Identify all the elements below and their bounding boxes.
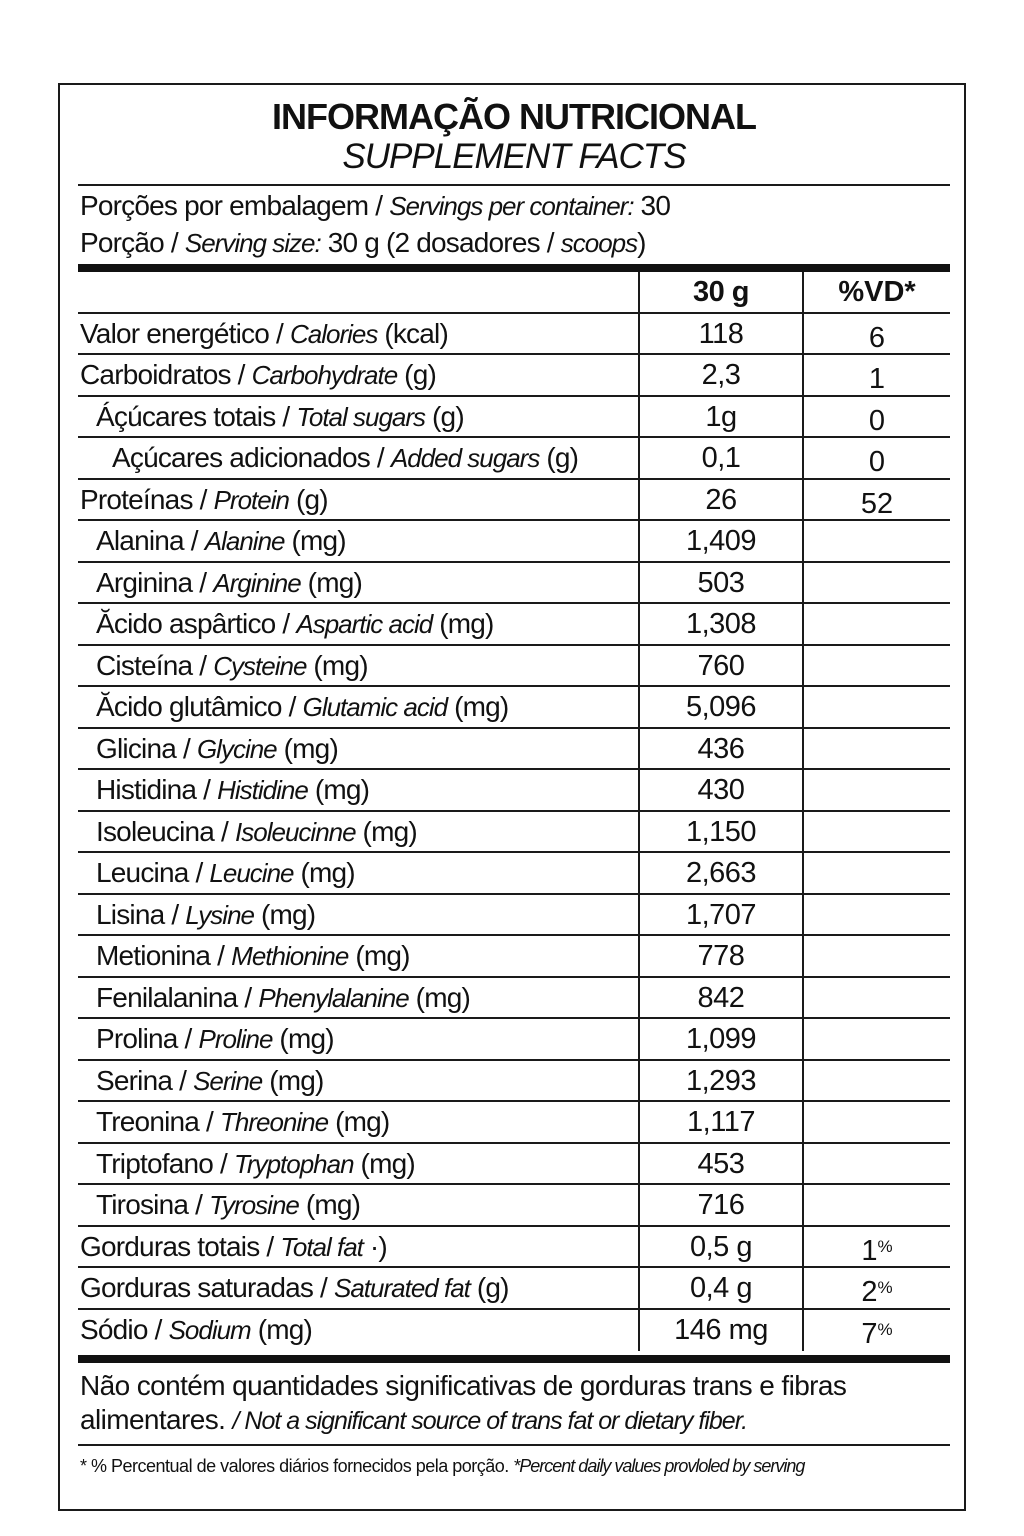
nutrient-name-en: Carbohydrate: [251, 360, 398, 390]
nutrient-label: [112, 438, 668, 478]
nutrient-name-pt: Histidina /: [96, 774, 218, 805]
nutrient-name-pt: Glicina /: [96, 732, 197, 764]
nutrient-name-pt: Gorduras totais /: [80, 1230, 281, 1262]
nutrient-name-en: Phenylalanine: [258, 982, 409, 1013]
nutrient-amount: 503: [638, 563, 802, 603]
nutrient-daily-value: [802, 853, 950, 893]
nutrient-label: [96, 729, 652, 769]
servings-per-container-value: 30: [640, 190, 671, 221]
table-row: [78, 1268, 950, 1310]
nutrient-unit: (mg): [250, 1313, 313, 1345]
nutrient-name-en: Sodium: [168, 1314, 251, 1345]
table-row: [78, 1102, 950, 1144]
nutrient-name-en: Isoleucinne: [235, 816, 356, 847]
nutrient-unit: (mg): [293, 857, 355, 888]
nutrient-unit: (g): [288, 483, 328, 515]
nutrient-daily-value: [802, 646, 950, 686]
daily-value-number: 2: [861, 1276, 878, 1308]
daily-value-number: 1: [861, 1234, 878, 1267]
daily-value-number: 52: [860, 487, 894, 520]
nutrient-daily-value: [802, 355, 950, 395]
table-row: [78, 1144, 950, 1186]
table-row: [78, 895, 950, 937]
table-row: [78, 1061, 950, 1103]
nutrient-daily-value: [802, 895, 950, 935]
nutrient-name-en: Leucine: [209, 858, 294, 888]
nutrient-daily-value: [802, 1102, 950, 1142]
nutrient-name-pt: Fenilalanina /: [96, 981, 259, 1013]
table-header-row: [78, 272, 950, 314]
nutrient-name-pt: Cisteína /: [96, 649, 214, 681]
nutrient-name-pt: Alanina /: [96, 525, 205, 556]
nutrient-name-pt: Ăcido aspârtico /: [96, 608, 297, 639]
table-row: [78, 1227, 950, 1269]
header-daily-value: %VD*: [802, 272, 950, 312]
nutrient-unit: (mg): [284, 525, 346, 556]
nutrient-daily-value: [802, 978, 950, 1018]
nutrient-daily-value: [802, 1310, 950, 1352]
table-row: [78, 729, 950, 771]
nutrient-unit: (g): [397, 359, 437, 390]
nutrient-label: [96, 895, 652, 935]
nutrient-name-en: Histidine: [217, 775, 308, 805]
nutrient-label: [96, 1061, 652, 1101]
header-label-cell: [80, 272, 636, 312]
nutrient-amount: 0,4 g: [638, 1268, 802, 1308]
divider-thick-bottom: [78, 1355, 950, 1363]
nutrient-name-pt: Lisina /: [96, 898, 186, 930]
nutrient-label: [96, 563, 652, 603]
nutrient-label: [80, 314, 636, 354]
nutrient-amount: 1,308: [638, 604, 802, 644]
nutrient-daily-value: [802, 397, 950, 437]
table-row: [78, 563, 950, 605]
nutrient-amount: 760: [638, 646, 802, 686]
nutrient-amount: 146 mg: [638, 1310, 802, 1352]
nutrient-name-en: Threonine: [220, 1107, 329, 1137]
nutrient-table: [78, 272, 950, 1351]
nutrient-daily-value: [802, 1227, 950, 1267]
nutrient-label: [96, 1019, 652, 1059]
servings-per-container-pt: Porções por embalagem /: [80, 190, 390, 221]
nutrient-amount: 118: [638, 314, 802, 354]
nutrient-daily-value: [802, 729, 950, 769]
nutrient-amount: 1,409: [638, 521, 802, 561]
serving-size-en: Serving size:: [184, 228, 321, 258]
nutrient-amount: 1,117: [638, 1102, 802, 1142]
nutrient-amount: 2,663: [638, 853, 802, 893]
nutrient-name-en: Saturated fat: [334, 1273, 470, 1303]
daily-value-footnote: [80, 1454, 950, 1478]
nutrient-daily-value: [802, 314, 950, 354]
daily-value-number: 6: [868, 321, 886, 354]
nutrient-unit: ·): [362, 1230, 387, 1262]
nutrient-name-pt: Proteínas /: [80, 483, 214, 515]
nutrient-daily-value: [802, 1185, 950, 1225]
nutrient-daily-value: [802, 1019, 950, 1059]
nutrient-name-pt: Serina /: [96, 1064, 194, 1096]
nutrient-unit: (g): [539, 442, 579, 473]
nutrient-name-pt: Sódio /: [80, 1313, 169, 1345]
nutrient-label: [96, 936, 652, 976]
nutrient-amount: 1,150: [638, 812, 802, 852]
footnote-pt: * % Percentual de valores diários fornecidos pela porção.: [80, 1456, 514, 1476]
nutrient-name-pt: Isoleucina /: [96, 815, 236, 847]
nutrient-amount: 1,707: [638, 895, 802, 935]
nutrient-unit: (mg): [298, 1189, 361, 1220]
nutrient-amount: 1,099: [638, 1019, 802, 1059]
table-row: [78, 687, 950, 729]
nutrient-amount: 716: [638, 1185, 802, 1225]
nutrient-amount: 842: [638, 978, 802, 1018]
header-amount: 30 g: [638, 272, 802, 312]
nutrient-unit: (mg): [348, 940, 410, 971]
table-row: [78, 521, 950, 563]
nutrient-amount: 5,096: [638, 687, 802, 727]
nutrient-daily-value: [802, 438, 950, 478]
nutrient-unit: (mg): [306, 649, 368, 681]
serving-size-pt: Porção /: [80, 227, 185, 258]
nutrient-name-pt: Gorduras saturadas /: [80, 1272, 334, 1303]
nutrient-name-en: Lysine: [185, 899, 254, 930]
nutrient-label: [96, 646, 652, 686]
serving-size-unit-en: scoops: [560, 228, 638, 258]
nutrient-daily-value: [802, 1144, 950, 1184]
table-row: [78, 1185, 950, 1227]
nutrient-name-en: Protein: [213, 484, 289, 515]
nutrient-label: [96, 687, 652, 727]
table-row: [78, 604, 950, 646]
nutrient-unit: (mg): [447, 691, 509, 722]
nutrient-name-en: Alanine: [204, 526, 285, 556]
daily-value-percent-sign: %: [877, 1236, 893, 1256]
nutrient-label: [96, 521, 652, 561]
nutrient-amount: 778: [638, 936, 802, 976]
note-pt: Não contém quantidades significativas de gorduras trans e fibras alimentares.: [80, 1370, 847, 1435]
servings-per-container: [80, 189, 670, 223]
footnote-en: *Percent daily values provloled by serving: [513, 1456, 805, 1476]
nutrient-label: [96, 1185, 652, 1225]
table-row: [78, 397, 950, 439]
nutrient-name-pt: Ăcido glutâmico /: [96, 691, 303, 722]
nutrient-name-en: Total fat: [280, 1231, 363, 1262]
nutrient-amount: 2,3: [638, 355, 802, 395]
nutrient-unit: (mg): [272, 1023, 334, 1054]
nutrient-label: [80, 1268, 636, 1308]
nutrient-label: [96, 812, 652, 852]
table-row: [78, 1019, 950, 1061]
nutrient-amount: 0,5 g: [638, 1227, 802, 1267]
nutrient-label: [96, 1144, 652, 1184]
table-row: [78, 978, 950, 1020]
nutrient-name-en: Aspartic acid: [296, 609, 433, 639]
nutrient-name-pt: Áçúcares totais /: [96, 400, 297, 432]
nutrient-daily-value: [802, 604, 950, 644]
nutrient-unit: (g): [425, 400, 464, 432]
nutrient-unit: (g): [469, 1272, 509, 1303]
divider-bottom: [78, 1444, 950, 1446]
nutrient-unit: (mg): [276, 732, 338, 764]
table-row: [78, 770, 950, 812]
nutrient-daily-value: [802, 936, 950, 976]
nutrient-unit: (mg): [262, 1064, 324, 1096]
nutrient-name-pt: Tirosina /: [96, 1189, 210, 1220]
nutrient-name-en: Proline: [198, 1024, 273, 1054]
nutrition-facts-panel: [58, 83, 966, 1511]
nutrient-unit: (kcal): [377, 317, 448, 349]
nutrient-name-pt: Prolina /: [96, 1023, 199, 1054]
nutrient-unit: (mg): [307, 774, 370, 805]
nutrient-name-en: Total sugars: [296, 401, 426, 432]
nutrient-amount: 453: [638, 1144, 802, 1184]
nutrient-daily-value: [802, 1268, 950, 1308]
nutrient-label: [96, 397, 652, 437]
daily-value-percent-sign: %: [877, 1278, 893, 1297]
table-row: [78, 812, 950, 854]
nutrient-name-en: Added sugars: [390, 443, 540, 473]
nutrient-unit: (mg): [355, 815, 417, 847]
daily-value-number: 7: [861, 1317, 878, 1350]
servings-per-container-en: Servings per container:: [389, 191, 634, 221]
nutrient-name-pt: Triptofano /: [96, 1147, 234, 1179]
nutrient-name-en: Serine: [193, 1065, 263, 1096]
nutrient-unit: (mg): [300, 566, 363, 598]
nutrient-name-pt: Treonina /: [96, 1106, 221, 1137]
nutrient-name-en: Calories: [289, 318, 378, 349]
nutrient-name-pt: Carboidratos /: [80, 359, 252, 390]
nutrient-label: [80, 355, 636, 395]
nutrient-label: [96, 770, 652, 810]
nutrient-amount: 430: [638, 770, 802, 810]
nutrient-unit: (mg): [432, 608, 494, 639]
label-subtitle: SUPPLEMENT FACTS: [342, 137, 686, 176]
nutrient-name-en: Methionine: [231, 941, 349, 971]
daily-value-number: 0: [868, 446, 886, 478]
nutrient-label: [80, 480, 636, 520]
serving-size-close: ): [637, 227, 646, 258]
note-en: / Not a significant source of trans fat or dietary fiber.: [232, 1407, 748, 1435]
nutrient-amount: 1g: [638, 397, 802, 437]
nutrient-name-en: Arginine: [213, 567, 301, 598]
table-row: [78, 438, 950, 480]
nutrient-amount: 0,1: [638, 438, 802, 478]
nutrient-name-en: Glycine: [196, 733, 277, 764]
table-row: [78, 480, 950, 522]
nutrient-daily-value: [802, 770, 950, 810]
nutrient-unit: (mg): [353, 1147, 415, 1179]
table-row: [78, 936, 950, 978]
nutrient-name-pt: Metionina /: [96, 940, 232, 971]
serving-size-value: 30 g (2 dosadores /: [327, 227, 561, 258]
nutrient-daily-value: [802, 521, 950, 561]
table-row: [78, 355, 950, 397]
table-row: [78, 1310, 950, 1352]
table-row: [78, 314, 950, 356]
daily-value-percent-sign: %: [877, 1319, 893, 1339]
nutrient-daily-value: [802, 480, 950, 520]
nutrient-name-pt: Leucina /: [96, 857, 210, 888]
nutrient-daily-value: [802, 563, 950, 603]
nutrient-unit: (mg): [328, 1106, 390, 1137]
nutrient-daily-value: [802, 687, 950, 727]
nutrient-name-en: Glutamic acid: [302, 692, 448, 722]
nutrient-label: [96, 604, 652, 644]
trans-fat-note: [80, 1369, 948, 1438]
nutrient-name-pt: Açúcares adicionados /: [112, 442, 391, 473]
nutrient-label: [80, 1310, 636, 1352]
table-row: [78, 853, 950, 895]
daily-value-number: 0: [868, 404, 886, 437]
nutrient-name-pt: Valor energético /: [80, 317, 290, 349]
nutrient-amount: 436: [638, 729, 802, 769]
nutrient-unit: (mg): [408, 981, 471, 1013]
nutrient-label: [96, 978, 652, 1018]
nutrient-label: [96, 853, 652, 893]
nutrient-name-pt: Arginina /: [96, 566, 214, 598]
serving-size: [80, 226, 646, 260]
nutrient-daily-value: [802, 1061, 950, 1101]
nutrient-name-en: Tyrosine: [209, 1190, 299, 1220]
nutrient-amount: 26: [638, 480, 802, 520]
nutrient-daily-value: [802, 812, 950, 852]
nutrient-label: [80, 1227, 636, 1267]
nutrient-unit: (mg): [253, 898, 316, 930]
daily-value-number: 1: [868, 363, 886, 395]
label-title: INFORMAÇÃO NUTRICIONAL: [272, 96, 756, 137]
nutrient-label: [96, 1102, 652, 1142]
divider-top: [78, 184, 950, 186]
nutrient-amount: 1,293: [638, 1061, 802, 1101]
nutrient-name-en: Tryptophan: [233, 1148, 354, 1179]
table-row: [78, 646, 950, 688]
nutrient-name-en: Cysteine: [213, 650, 307, 681]
divider-thick-top: [78, 264, 950, 272]
